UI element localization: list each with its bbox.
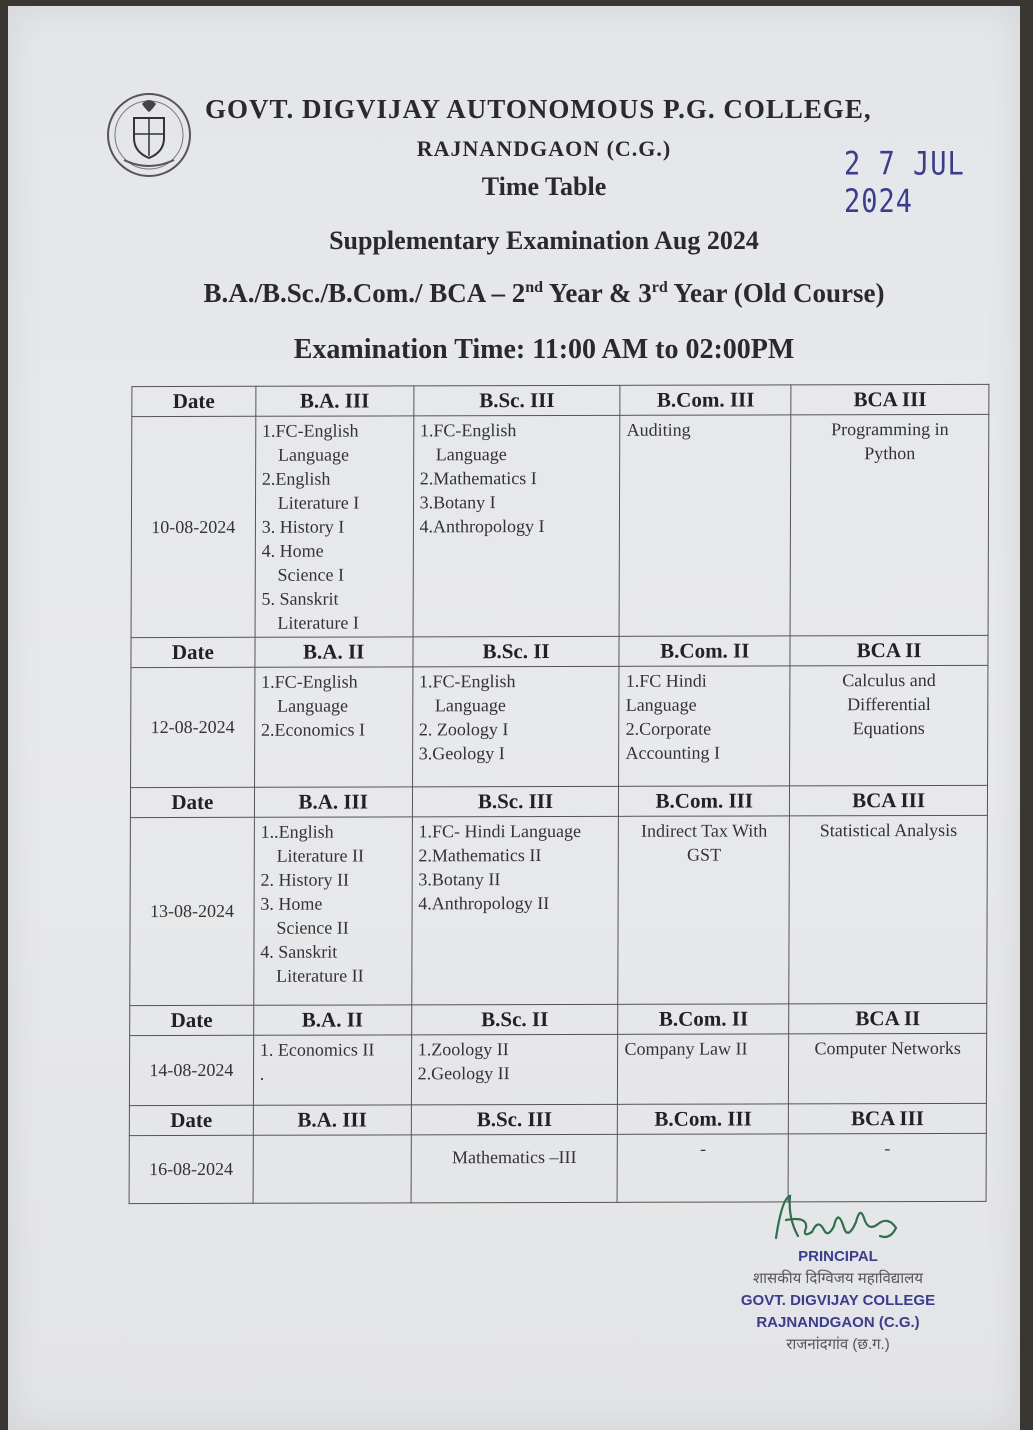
subject-line: Computer Networks	[814, 1037, 961, 1059]
column-header: B.Com. II	[619, 636, 790, 666]
ba-subjects	[253, 1035, 411, 1105]
principal-signature	[768, 1188, 908, 1248]
subject-line: Company Law II	[624, 1038, 748, 1059]
column-header: BCA III	[789, 1103, 987, 1134]
document-page	[8, 6, 1020, 1430]
subject-line: 4. Sanskrit	[260, 941, 338, 962]
subject-line: -	[884, 1138, 891, 1159]
subject-line: 2.English	[261, 468, 331, 489]
subject-line: 1.FC-English	[419, 420, 517, 441]
subject-line: 1.Zoology II	[417, 1039, 509, 1060]
bsc-subjects	[412, 666, 619, 787]
column-header: B.A. II	[253, 1005, 411, 1035]
bsc-subjects	[413, 415, 621, 637]
timetable-header-row	[129, 1103, 986, 1135]
subject-line: 2.Mathematics I	[419, 468, 537, 489]
subject-line: 1.FC- Hindi Language	[418, 820, 582, 842]
ba-subjects	[254, 667, 412, 787]
subject-line: Language	[277, 695, 349, 716]
bca-subjects	[790, 665, 988, 786]
column-header: B.A. III	[256, 386, 414, 416]
subject-line: 1.FC-English	[262, 420, 359, 441]
timetable-row	[129, 1033, 986, 1105]
column-header: B.A. II	[255, 637, 413, 667]
college-name: GOVT. DIGVIJAY AUTONOMOUS P.G. COLLEGE,	[205, 94, 872, 124]
bsc-subjects	[411, 1034, 618, 1105]
subject-line: Language	[277, 444, 349, 465]
subject-line: Statistical Analysis	[819, 819, 958, 841]
bca-subjects	[789, 815, 987, 1004]
subject-line: 1.FC Hindi	[625, 670, 707, 691]
subject-line: Science I	[277, 564, 345, 585]
column-header: B.Sc. II	[411, 1004, 618, 1035]
column-header: B.A. III	[254, 787, 412, 817]
bsc-subjects	[411, 1134, 618, 1203]
exam-date: 10-08-2024	[131, 416, 256, 637]
timetable	[129, 384, 990, 1204]
subject-line: Language	[435, 444, 507, 465]
subject-line: 4.Anthropology I	[419, 516, 545, 537]
column-header: B.Sc. II	[413, 636, 620, 667]
timetable-row	[131, 665, 988, 787]
subject-line: 3. Home	[260, 893, 323, 914]
exam-name: Supplementary Examination Aug 2024	[329, 226, 759, 255]
subject-line: Mathematics –III	[451, 1146, 577, 1168]
subject-line: Literature II	[276, 965, 364, 986]
timetable-header-row	[132, 384, 989, 416]
subject-line: 3. History I	[261, 516, 345, 537]
page-title: Time Table	[481, 172, 607, 201]
column-header: Date	[132, 386, 256, 416]
column-header: B.A. III	[253, 1105, 411, 1135]
timetable-row	[131, 414, 989, 637]
subject-line: Literature I	[277, 612, 359, 633]
column-header: BCA III	[791, 384, 989, 415]
subject-line: Differential	[847, 694, 931, 715]
exam-date: 14-08-2024	[129, 1035, 253, 1105]
bcom-subjects	[618, 816, 789, 1004]
subject-line: Indirect Tax With	[640, 820, 768, 841]
subject-line: Python	[864, 443, 916, 464]
subject-line: 1. Economics II	[259, 1039, 375, 1060]
subject-line: .	[259, 1063, 265, 1084]
column-header: B.Com. III	[620, 385, 791, 415]
exam-date: 16-08-2024	[129, 1135, 253, 1203]
ba-subjects	[255, 416, 414, 637]
column-header: Date	[131, 637, 255, 667]
subject-line: Auditing	[626, 419, 691, 440]
column-header: BCA II	[790, 635, 988, 666]
subject-line: 4.Anthropology II	[418, 893, 550, 914]
ba-subjects	[254, 817, 412, 1005]
subject-line: Calculus and	[842, 670, 936, 691]
subject-line: 1.FC-English	[419, 671, 516, 692]
subject-line: 2. History II	[260, 869, 350, 890]
principal-seal: PRINCIPAL शासकीय दिग्विजय महाविद्यालय GOVT. DIGVIJAY COLLEGE RAJNANDGAON (C.G.) राजनांदगांव (छ.ग.)	[740, 1248, 936, 1353]
subject-line: 2.Economics I	[260, 719, 366, 740]
subject-line: 3.Botany II	[418, 869, 501, 890]
subject-line: Language	[434, 695, 506, 716]
subject-line: 5. Sanskrit	[261, 588, 339, 609]
subject-line: 2.Corporate	[625, 718, 712, 739]
subject-line: 1.FC-English	[261, 671, 358, 692]
exam-time: Examination Time: 11:00 AM to 02:00PM	[293, 334, 795, 365]
subject-line: GST	[687, 844, 722, 865]
subject-line: 2. Zoology I	[418, 719, 509, 740]
column-header: B.Sc. III	[412, 786, 619, 817]
bca-subjects	[790, 414, 989, 636]
subject-line: 3.Botany I	[419, 492, 496, 513]
bca-subjects	[789, 1033, 987, 1104]
bcom-subjects	[619, 415, 791, 636]
timetable-header-row	[130, 785, 987, 817]
subject-line: Literature II	[276, 845, 365, 866]
timetable-header-row	[131, 635, 988, 667]
bcom-subjects	[618, 1034, 789, 1104]
column-header: Date	[130, 787, 254, 817]
subject-line: Programming in	[831, 418, 949, 440]
timetable-header-row	[130, 1003, 987, 1035]
column-header: BCA II	[789, 1003, 987, 1034]
column-header: Date	[129, 1105, 253, 1135]
column-header: B.Sc. III	[413, 385, 620, 416]
column-header: B.Sc. III	[411, 1104, 618, 1135]
subject-line: 3.Geology I	[418, 743, 505, 764]
subject-line: 2.Geology II	[417, 1063, 510, 1084]
bcom-subjects	[619, 666, 790, 786]
exam-date: 13-08-2024	[130, 817, 254, 1005]
course-line: B.A./B.Sc./B.Com./ BCA – 2nd Year & 3rd Year (Old Course)	[203, 278, 885, 308]
column-header: B.Com. III	[618, 1104, 789, 1134]
ba-subjects	[253, 1135, 411, 1203]
subject-line: Equations	[852, 718, 925, 739]
college-city: RAJNANDGAON (C.G.)	[416, 136, 672, 161]
subject-line: Literature I	[277, 492, 360, 513]
subject-line: Science II	[276, 917, 349, 938]
subject-line: Accounting I	[625, 742, 721, 763]
column-header: Date	[130, 1005, 254, 1035]
subject-line: 4. Home	[261, 540, 324, 561]
column-header: B.Com. III	[619, 786, 790, 816]
column-header: BCA III	[790, 785, 988, 816]
timetable-row	[130, 815, 988, 1005]
subject-line: 2.Mathematics II	[418, 845, 542, 866]
exam-date: 12-08-2024	[131, 667, 255, 787]
subject-line: -	[700, 1138, 707, 1159]
column-header: B.Com. II	[618, 1004, 789, 1034]
bsc-subjects	[411, 816, 618, 1005]
subject-line: 1..English	[260, 821, 334, 842]
subject-line: Language	[625, 694, 697, 715]
bcom-subjects	[617, 1134, 788, 1202]
date-stamp: 2 7 JUL 2024	[844, 145, 965, 221]
